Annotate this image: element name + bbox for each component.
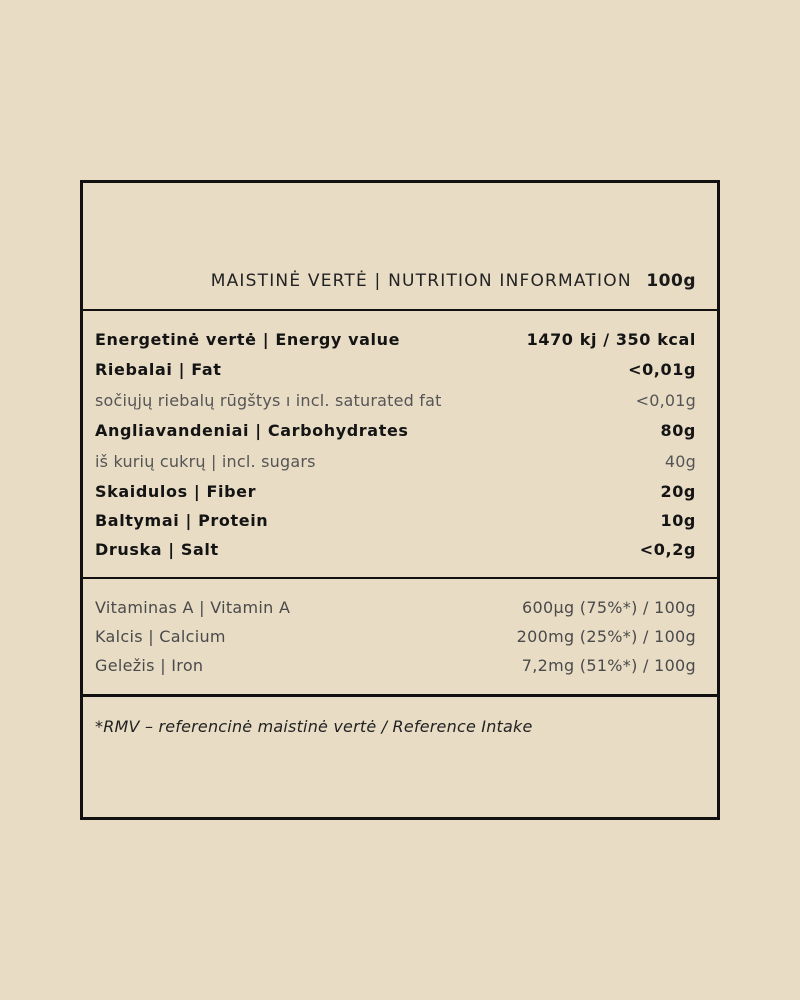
- nutrients-section: [83, 311, 717, 579]
- nutrient-value: 40g: [664, 451, 696, 471]
- nutrient-name: Skaidulos | Fiber: [95, 481, 257, 501]
- nutrient-name: iš kurių cukrų | incl. sugars: [95, 451, 316, 471]
- nutrient-name: Energetinė vertė | Energy value: [95, 329, 401, 349]
- header-title: MAISTINĖ VERTĖ | NUTRITION INFORMATION: [210, 271, 632, 291]
- nutrient-row-fiber: [95, 479, 696, 503]
- nutrient-value: 10g: [660, 510, 696, 530]
- nutrition-label: [80, 180, 720, 820]
- nutrient-row-carbohydrates: [95, 418, 696, 442]
- nutrient-value: 1470 kj / 350 kcal: [526, 329, 696, 349]
- vitamin-row-calcium: [95, 624, 696, 648]
- nutrient-row-protein: [95, 508, 696, 532]
- nutrient-value: 80g: [660, 420, 696, 440]
- footnote-section: [83, 697, 717, 817]
- footnote-text: *RMV – referencinė maistinė vertė / Reference Intake: [95, 717, 533, 736]
- nutrient-name: Riebalai | Fat: [95, 359, 222, 379]
- nutrient-name: Angliavandeniai | Carbohydrates: [95, 420, 409, 440]
- nutrient-name: Druska | Salt: [95, 539, 219, 559]
- nutrient-row-sugars: [95, 449, 696, 473]
- vitamin-value: 7,2mg (51%*) / 100g: [521, 655, 696, 675]
- nutrient-name: sočiųjų riebalų rūgštys ı incl. saturated fat: [95, 390, 442, 410]
- vitamin-name: Geležis | Iron: [95, 655, 204, 675]
- header-line: [211, 271, 696, 291]
- vitamin-value: 600μg (75%*) / 100g: [522, 597, 696, 617]
- nutrient-value: <0,01g: [635, 390, 696, 410]
- nutrient-row-fat: [95, 357, 696, 381]
- vitamin-value: 200mg (25%*) / 100g: [516, 626, 696, 646]
- nutrient-value: <0,01g: [628, 359, 696, 379]
- vitamin-name: Vitaminas A | Vitamin A: [95, 597, 291, 617]
- header-amount: 100g: [646, 271, 696, 291]
- nutrient-value: 20g: [660, 481, 696, 501]
- nutrient-row-saturated-fat: [95, 388, 696, 412]
- label-header: [83, 183, 717, 311]
- vitamins-section: [83, 579, 717, 697]
- vitamin-row-vitamin-a: [95, 595, 696, 619]
- nutrient-row-energy: [95, 327, 696, 351]
- vitamin-row-iron: [95, 653, 696, 677]
- nutrient-name: Baltymai | Protein: [95, 510, 269, 530]
- vitamin-name: Kalcis | Calcium: [95, 626, 226, 646]
- nutrient-value: <0,2g: [639, 539, 696, 559]
- nutrient-row-salt: [95, 537, 696, 561]
